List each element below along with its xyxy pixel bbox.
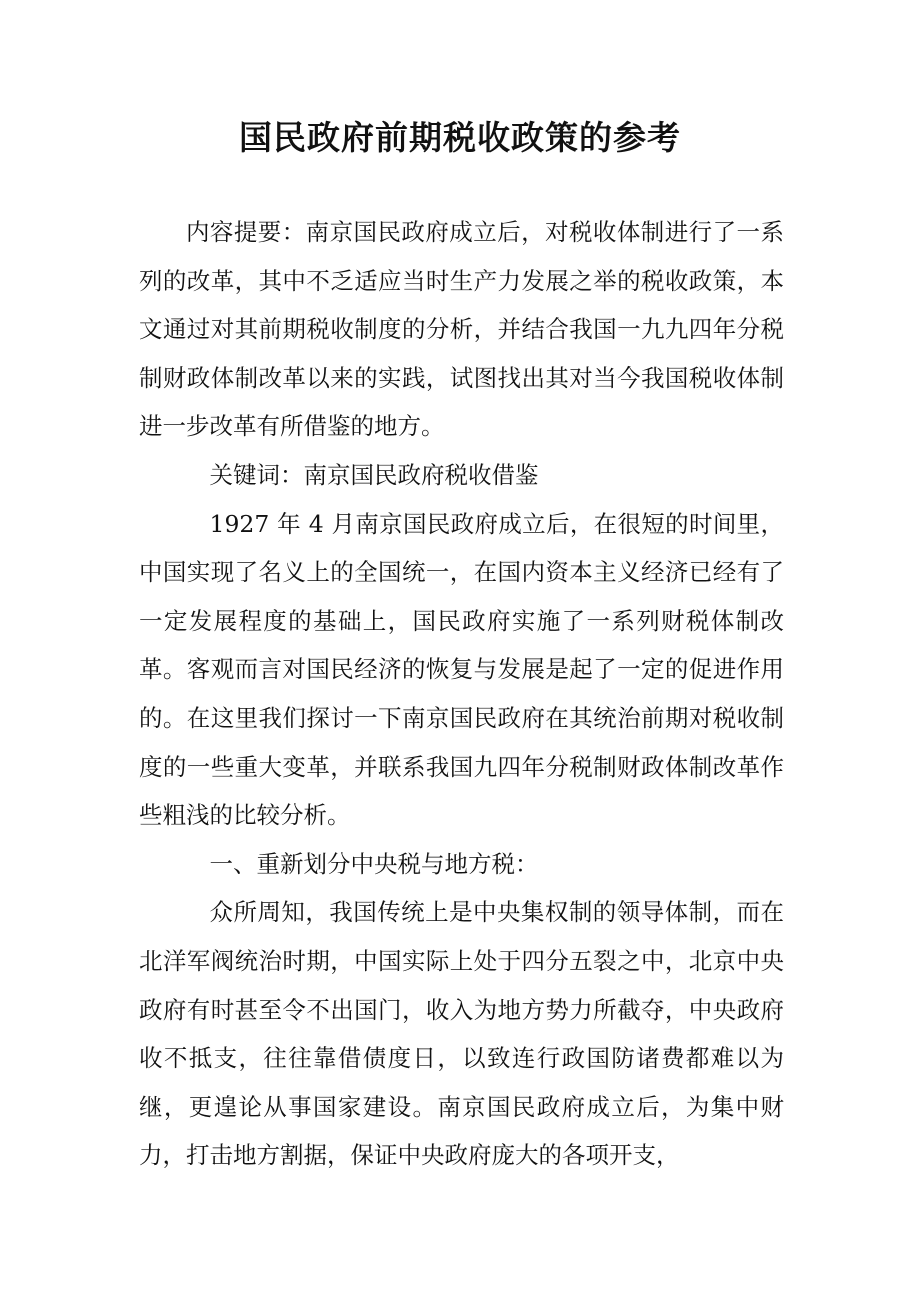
section-paragraph: 众所周知，我国传统上是中央集权制的领导体制，而在北洋军阀统治时期，中国实际上处于四分五裂之中，北京中央政府有时甚至令不出国门，收入为地方势力所截夺，中央政府收不抵支，往往靠借债度日，以致连行政国防诸费都难以为继，更遑论从事国家建设。南京国民政府成立后，为集中财力，打击地方割据，保证中央政府庞大的各项开支， — [139, 898, 784, 1170]
keywords-paragraph: 关键词：南京国民政府税收借鉴 — [209, 460, 539, 489]
abstract-paragraph: 内容提要：南京国民政府成立后，对税收体制进行了一系列的改革，其中不乏适应当时生产力发展之举的税收政策，本文通过对其前期税收制度的分析，并结合我国一九九四年分税制财政体制改革以来的实践，试图找出其对当今我国税收体制进一步改革有所借鉴的地方。 — [139, 218, 784, 441]
document-body — [139, 208, 784, 1180]
intro-paragraph: 1927 年 4 月南京国民政府成立后，在很短的时间里，中国实现了名义上的全国统一，在国内资本主义经济已经有了一定发展程度的基础上，国民政府实施了一系列财税体制改革。客观而言对国民经济的恢复与发展是起了一定的促进作用的。在这里我们探讨一下南京国民政府在其统治前期对税收制度的一些重大变革，并联系我国九四年分税制财政体制改革作些粗浅的比较分析。 — [139, 509, 784, 830]
section-heading: 一、重新划分中央税与地方税： — [209, 849, 539, 878]
document-title: 国民政府前期税收政策的参考 — [239, 118, 681, 157]
